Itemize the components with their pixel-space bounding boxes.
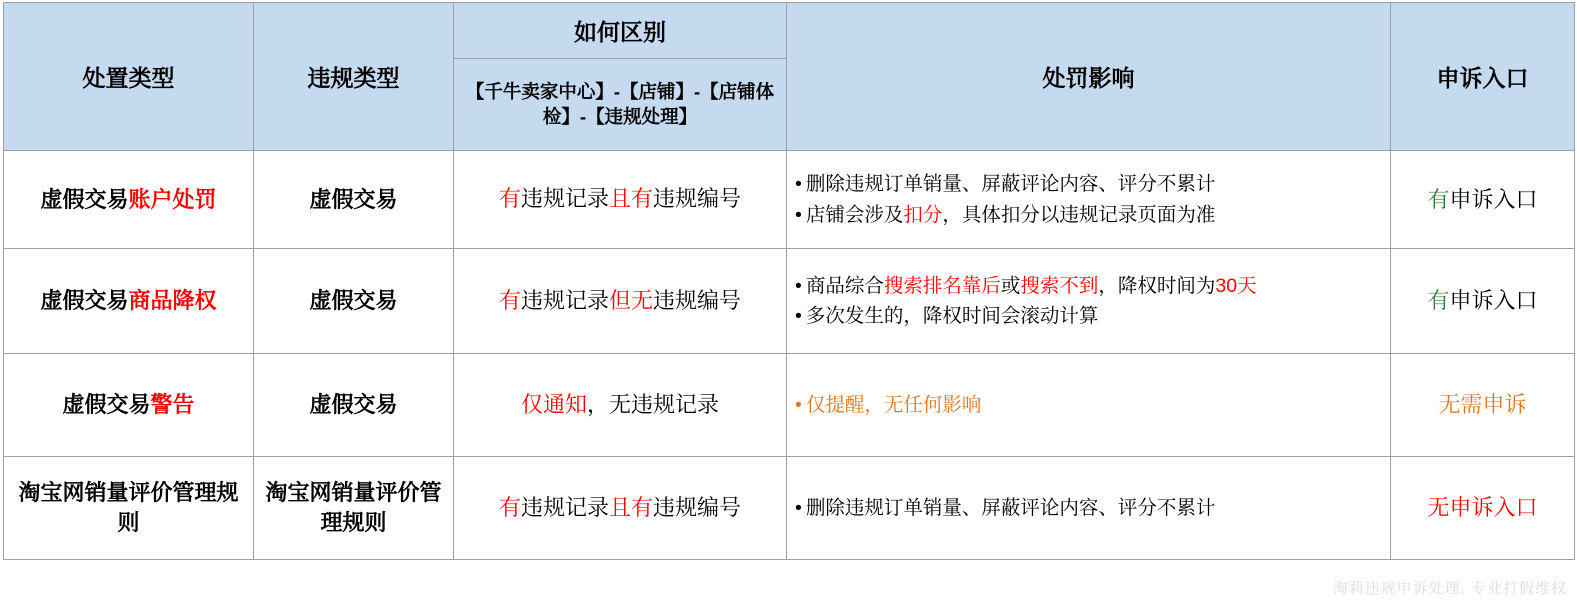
cell-violation-type: 虚假交易 [254,354,454,457]
text-run: 但无 [609,287,654,313]
text-run: 违规编号 [653,186,742,212]
disposal-type-highlight: 警告 [150,392,195,418]
text-run: 有 [498,494,521,520]
cell-how-to-distinguish [454,249,787,354]
bullet-icon: • [795,173,802,196]
text-run: 商品综合 [805,274,884,297]
cell-appeal-entry [1391,354,1575,457]
text-run: 违规记录 [520,494,609,520]
cell-appeal-entry [1391,151,1575,249]
watermark-text: 淘莉违规申诉处理, 专业打假维权 [1332,580,1567,597]
text-run: 申诉入口 [1449,288,1538,314]
text-run: ，具体扣分以违规记录页面为准 [942,203,1216,226]
header-cell-how-to-distinguish: 如何区别 [454,3,787,59]
cell-disposal-type [4,249,254,354]
text-run: 有 [498,186,521,212]
impact-line [795,493,1382,523]
bullet-icon: • [795,203,802,226]
table-row [4,354,1575,457]
text-run: 申诉入口 [1449,186,1538,212]
cell-penalty-impact [787,354,1391,457]
text-run: 有 [1427,186,1450,212]
text-run: 无需申诉 [1438,392,1527,418]
cell-penalty-impact [787,249,1391,354]
cell-penalty-impact [787,457,1391,560]
bullet-icon: • [795,393,802,416]
impact-line [795,390,1382,420]
impact-line [795,271,1382,301]
text-run: 且有 [609,186,654,212]
text-run: 违规编号 [653,494,742,520]
text-run: 删除违规订单销量、屏蔽评论内容、评分不累计 [805,173,1216,196]
text-run: 或 [1000,274,1021,297]
text-run: 违规记录 [520,186,609,212]
disposal-type-highlight: 商品降权 [128,288,217,314]
text-run: 有 [1427,288,1450,314]
text-run: 扣分 [903,203,943,226]
table-row [4,151,1575,249]
header-cell-violation-type: 违规类型 [254,3,454,151]
table-header-row [4,3,1575,59]
header-cell-distinguish-path: 【千牛卖家中心】-【店铺】-【店铺体检】-【违规处理】 [454,59,787,151]
cell-penalty-impact [787,151,1391,249]
text-run: 无申诉入口 [1427,495,1538,521]
text-run: 且有 [609,494,654,520]
text-run: 搜索排名靠后 [883,274,1001,297]
cell-how-to-distinguish [454,457,787,560]
text-run: 仅提醒，无任何影响 [805,393,982,416]
impact-line [795,301,1382,331]
bullet-icon: • [795,496,802,519]
text-run: 删除违规订单销量、屏蔽评论内容、评分不累计 [805,496,1216,519]
bullet-icon: • [795,274,802,297]
text-run: 搜索不到 [1020,274,1099,297]
impact-line [795,200,1382,230]
header-cell-penalty-impact: 处罚影响 [787,3,1391,151]
text-run: 有 [498,287,521,313]
disposal-type-base: 虚假交易 [40,186,129,212]
text-run: ，无违规记录 [587,391,720,417]
cell-disposal-type [4,354,254,457]
header-cell-appeal-entry: 申诉入口 [1391,3,1575,151]
cell-appeal-entry [1391,457,1575,560]
table-row [4,457,1575,560]
text-run: 仅通知 [520,391,587,417]
disposal-type-base: 虚假交易 [40,288,129,314]
disposal-type-base: 虚假交易 [62,392,151,418]
cell-how-to-distinguish [454,354,787,457]
header-cell-disposal-type: 处置类型 [4,3,254,151]
spreadsheet-canvas [0,2,1577,602]
cell-violation-type: 淘宝网销量评价管理规则 [254,457,454,560]
text-run: 30天 [1215,274,1257,297]
table-header [4,3,1575,151]
cell-appeal-entry [1391,249,1575,354]
table-row [4,249,1575,354]
text-run: 违规编号 [653,287,742,313]
text-run: ，降权时间为 [1098,274,1216,297]
disposal-type-highlight: 账户处罚 [128,186,217,212]
text-run: 违规记录 [520,287,609,313]
rules-table [3,2,1575,560]
cell-disposal-type [4,457,254,560]
impact-line [795,169,1382,199]
cell-disposal-type [4,151,254,249]
cell-violation-type: 虚假交易 [254,151,454,249]
table-body [4,151,1575,560]
cell-how-to-distinguish [454,151,787,249]
bullet-icon: • [795,305,802,327]
text-run: 多次发生的，降权时间会滚动计算 [805,305,1099,327]
disposal-type-base: 淘宝网销量评价管理规则 [18,480,239,535]
cell-violation-type: 虚假交易 [254,249,454,354]
text-run: 店铺会涉及 [805,203,904,226]
